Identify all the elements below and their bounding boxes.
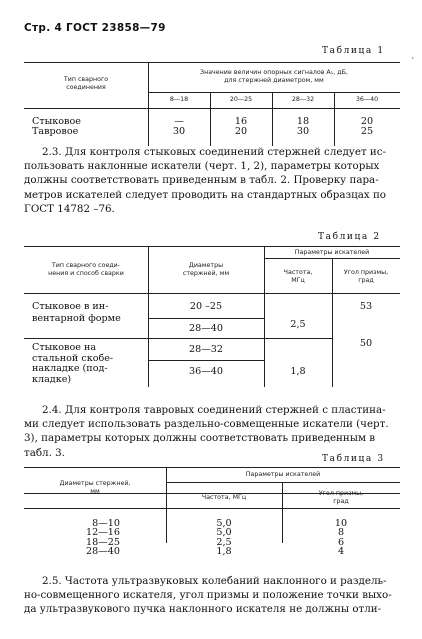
table1-col-head: 36—40 bbox=[355, 96, 379, 103]
table2-col3-head: Частота, МГц bbox=[283, 269, 313, 284]
table1-caption: Таблица 1 bbox=[322, 46, 385, 56]
table2-angle: 50 bbox=[359, 338, 373, 349]
table1-cell: 18 bbox=[296, 116, 310, 127]
table1-col-head: 20—25 bbox=[229, 96, 253, 103]
page-header: Стр. 4 ГОСТ 23858—79 bbox=[24, 22, 166, 34]
table2-col1-head: Тип сварного соеди- нения и способ сварки bbox=[48, 262, 124, 277]
table2-diameter: 36—40 bbox=[188, 366, 223, 377]
table2-diameter: 28—32 bbox=[188, 344, 223, 355]
table1-col-head: 28—32 bbox=[291, 96, 315, 103]
table2-diameter: 20 –25 bbox=[189, 301, 223, 312]
table2-group-head: Параметры искателей bbox=[294, 249, 370, 256]
table1-group-head: Значение величин опорных сигналов A₁, дБ, для стержней диаметром, мм bbox=[200, 69, 348, 84]
table2-col2-head: Диаметры стержней, мм bbox=[182, 262, 230, 277]
table2-col4-head: Угол призмы, град bbox=[343, 269, 389, 284]
table1-cell: 16 bbox=[234, 116, 248, 127]
table3-frequency-col: 5,0 5,0 2,5 1,8 bbox=[216, 518, 232, 558]
table1-cell: 30 bbox=[172, 126, 186, 137]
table3-col3-head: Угол призмы, град bbox=[318, 490, 364, 505]
table2-frequency: 2,5 bbox=[290, 319, 306, 330]
paragraph-2-5: 2.5. Частота ультразвуковых колебаний наклонного и раздель- но-совмещенного искателя, угол призмы и положение точки выхо- да ультразвукового пучка наклонного искателя не должны отли- bbox=[24, 575, 392, 616]
table2-diameter: 28—40 bbox=[188, 323, 223, 334]
table1-cell: — bbox=[174, 116, 184, 127]
table2-angle: 53 bbox=[359, 301, 373, 312]
table1-row-type: Стыковое bbox=[32, 116, 81, 127]
table2-frequency: 1,8 bbox=[290, 366, 306, 377]
table1-col1-head: Тип сварного соединения bbox=[63, 76, 109, 91]
table3-col2-head: Частота, МГц bbox=[201, 494, 247, 501]
table3-group-head: Параметры искателей bbox=[245, 471, 321, 478]
table3-diameter-col: 8—10 12—16 18—25 28—40 bbox=[85, 518, 120, 558]
table2-type-cell: Стыковое в ин- вентарной форме bbox=[32, 301, 121, 324]
table3-caption: Таблица 3 bbox=[322, 454, 385, 464]
paragraph-2-3: 2.3. Для контроля стыковых соединений стержней следует ис- пользовать наклонные искатели (черт. 1, 2), параметры которых должны соответствовать приведенным в табл. 2. Проверку пара- метров искателей следует проводить на стандартных образцах по ГОСТ 14782 –76. bbox=[24, 146, 387, 215]
table2-type-cell: Стыковое на стальной скобе- накладке (под- кладке) bbox=[32, 342, 114, 385]
table1-cell: 20 bbox=[234, 126, 248, 137]
table1-row-type: Тавровое bbox=[32, 126, 79, 137]
table1-cell: 25 bbox=[360, 126, 374, 137]
table2-caption: Таблица 2 bbox=[318, 232, 381, 242]
table1-cell: 20 bbox=[360, 116, 374, 127]
table3-angle-col: 10 8 6 4 bbox=[334, 518, 348, 558]
table1-cell: 30 bbox=[296, 126, 310, 137]
table3-col1-head: Диаметры стержней, мм bbox=[59, 480, 131, 495]
paragraph-2-4: 2.4. Для контроля тавровых соединений стержней с пластина- ми следует использовать раздельно-совмещенные искатели (черт. 3), параметры которых должны соответствовать приведенным в табл. 3. bbox=[24, 404, 389, 459]
table1-col-head: 8—18 bbox=[169, 96, 189, 103]
margin-mark: ' bbox=[411, 56, 414, 65]
